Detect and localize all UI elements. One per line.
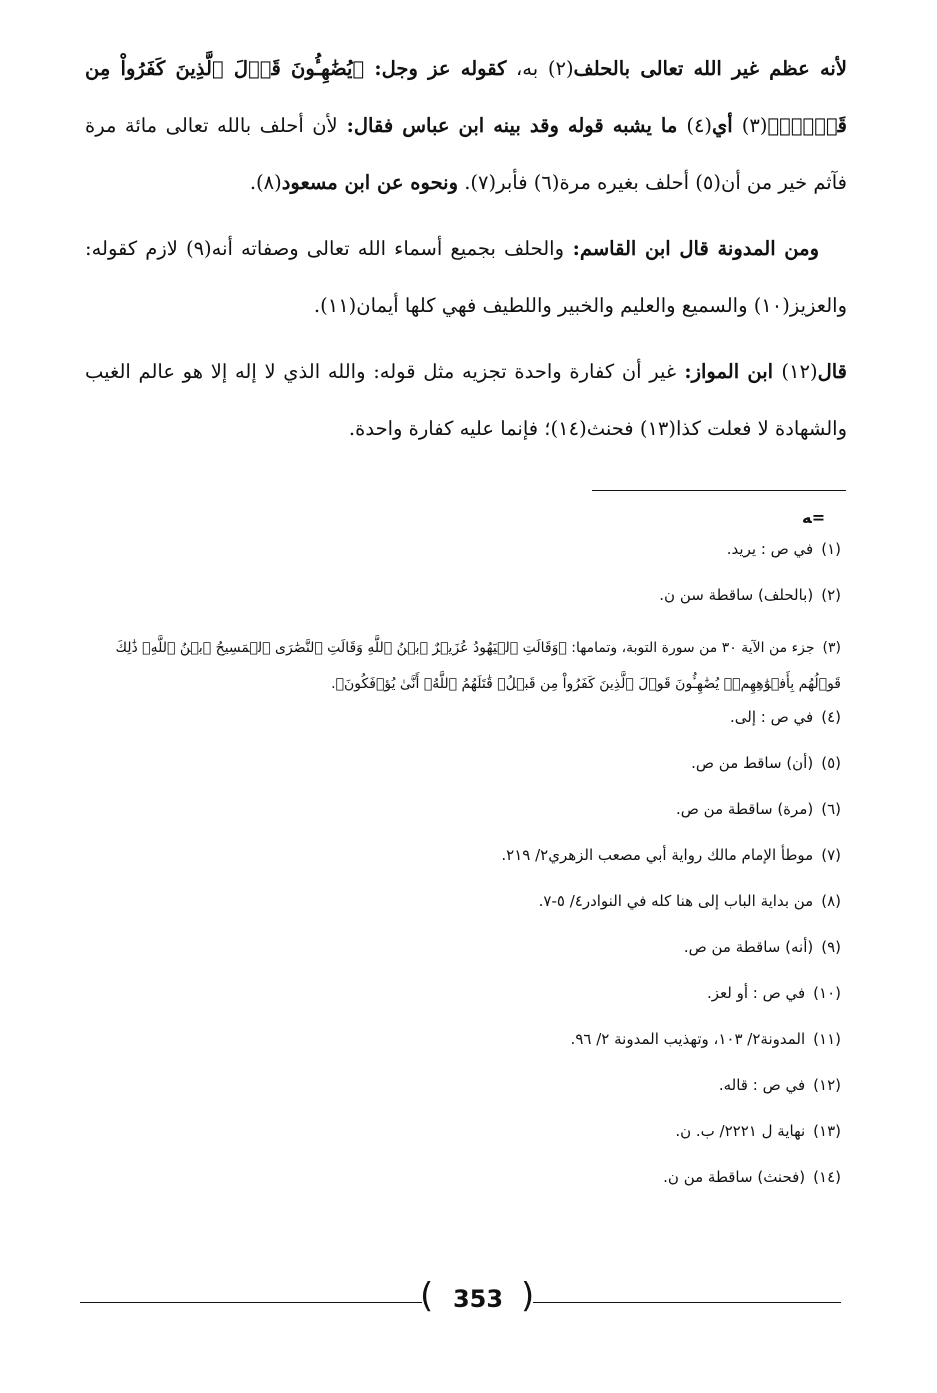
text-segment: ومن المدونة قال ابن القاسم:: [564, 237, 819, 260]
text-segment: (١٠): [753, 294, 790, 317]
footnote-text: (أنه) ساقطة من ص.: [683, 938, 814, 956]
footnote-separator-mark: ﻪ=: [802, 508, 826, 527]
footnote-item: [85, 584, 849, 606]
text-segment: ما يشبه قوله وقد بينه ابن عباس فقال:: [337, 114, 687, 137]
footnote-text: من بداية الباب إلى هنا كله في النوادر٤/ ٥-٧.: [538, 892, 814, 910]
footnote-text: في ص : أو لعز.: [706, 984, 806, 1002]
footnote-item: [85, 890, 849, 912]
footnote-number: (٤): [821, 708, 841, 726]
text-segment: .: [458, 171, 471, 194]
page-number-bracket-left: (: [420, 1276, 434, 1316]
text-segment: غير أن كفارة واحدة تجزيه مثل قوله: والله الذي لا إله إلا هو عالم الغيب والشهادة لا فعلت كذا: [85, 360, 847, 440]
paragraph-2: [85, 220, 847, 334]
footnote-item: [85, 752, 849, 774]
text-segment: فحنث: [586, 417, 640, 440]
footnote-item: [85, 1074, 849, 1096]
footer-rule-left: [80, 1302, 422, 1303]
footnote-text: جزء من الآية ٣٠ من سورة التوبة، وتمامها: ﴿وَقَالَتِ ٱلۡيَهُودُ عُزَيۡرٌ ٱبۡنُ ٱللَّهِ وَقَالَتِ ٱلنَّصَٰرَى ٱلۡمَسِيحُ ٱبۡنُ ٱللَّهِۖ ذَٰلِكَ قَوۡلُهُم بِأَفۡوَٰهِهِمۡۖ يُضَٰهِـُٔونَ قَوۡلَ ٱلَّذِينَ كَفَرُواْ مِن قَبۡلُۚ قَٰتَلَهُمُ ٱللَّهُۖ أَنَّىٰ يُؤۡفَكُونَ﴾.: [115, 640, 841, 692]
text-segment: (٧): [470, 171, 497, 194]
text-segment: (١٣): [639, 417, 676, 440]
paragraph-1: [85, 40, 847, 211]
text-segment: لأن أحلف بالله تعالى مائة مرة فآثم خير من أن: [85, 114, 847, 194]
footnote-number: (١٣): [813, 1122, 841, 1140]
footnote-text: (فحنث) ساقطة من ن.: [663, 1168, 806, 1186]
footnote-text: في ص : قاله.: [718, 1076, 806, 1094]
footnote-item: [85, 982, 849, 1004]
footnote-text: نهاية ل ٢٢٢١/ ب. ن.: [675, 1122, 806, 1140]
text-segment: (١٤): [550, 417, 587, 440]
text-segment: ونحوه عن ابن مسعود: [281, 171, 458, 194]
text-segment: والسميع والعليم والخبير واللطيف فهي كلها أيمان: [356, 294, 754, 317]
footnote-item: [85, 706, 849, 728]
text-segment: ؛ فإنما عليه كفارة واحدة.: [348, 417, 551, 440]
text-segment: كقوله عز وجل:: [364, 57, 507, 80]
text-segment: (٦): [533, 171, 560, 194]
text-segment: (١١): [320, 294, 357, 317]
page-number: 353: [452, 1285, 504, 1313]
text-segment: فأبر: [496, 171, 534, 194]
footnote-text: (بالحلف) ساقطة سن ن.: [659, 586, 814, 604]
footnote-number: (١١): [813, 1030, 841, 1048]
footnote-item: [85, 844, 849, 866]
main-text: [85, 40, 847, 466]
footnotes-list: [85, 538, 849, 1212]
text-segment: قال: [817, 360, 847, 383]
footnote-item: [85, 538, 849, 560]
footnote-item: [85, 798, 849, 820]
footnote-number: (١٠): [813, 984, 841, 1002]
page-number-bracket-right: ): [521, 1276, 535, 1316]
footer-rule-right: [533, 1302, 841, 1303]
footnote-text: (مرة) ساقطة من ص.: [676, 800, 814, 818]
text-segment: .: [249, 171, 257, 194]
footnote-number: (٨): [821, 892, 841, 910]
text-segment: أحلف بغيره مرة: [559, 171, 696, 194]
footnote-number: (١٢): [813, 1076, 841, 1094]
footnote-number: (٥): [821, 754, 841, 772]
text-segment: به،: [506, 57, 548, 80]
footnote-number: (٩): [821, 938, 841, 956]
footnote-item: [85, 1028, 849, 1050]
footnote-item: [85, 1166, 849, 1188]
text-segment: (٢): [547, 57, 574, 80]
text-segment: (٣): [741, 114, 768, 137]
text-segment: (٤): [686, 114, 713, 137]
text-segment: (١٢): [781, 360, 818, 383]
text-segment: أي: [712, 114, 742, 137]
text-segment: والحلف بجميع أسماء الله تعالى وصفاته أنه: [211, 237, 564, 260]
footnote-number: (٣): [822, 640, 841, 656]
footnote-number: (٧): [821, 846, 841, 864]
footnote-divider: [592, 490, 846, 491]
text-segment: (٨): [256, 171, 282, 194]
text-segment: ابن المواز:: [676, 360, 782, 383]
text-segment: (٥): [695, 171, 721, 194]
footnote-text: المدونة٢/ ١٠٣، وتهذيب المدونة ٢/ ٩٦.: [570, 1030, 806, 1048]
paragraph-3: [85, 343, 847, 457]
text-segment: لأنه عظم غير الله تعالى بالحلف: [573, 57, 847, 80]
text-segment: .: [313, 294, 321, 317]
footnote-number: (٦): [821, 800, 841, 818]
footnote-text: (أن) ساقط من ص.: [691, 754, 814, 772]
footnote-number: (١٤): [813, 1168, 841, 1186]
footnote-number: (٢): [821, 586, 841, 604]
footnote-number: (١): [821, 540, 841, 558]
footnote-item: [85, 630, 849, 702]
footnote-text: في ص : إلى.: [730, 708, 814, 726]
footnote-text: موطأ الإمام مالك رواية أبي مصعب الزهري٢/ ٢١٩.: [501, 846, 814, 864]
footnote-item: [85, 1120, 849, 1142]
footnote-item: [85, 936, 849, 958]
text-segment: (٩): [185, 237, 212, 260]
text-segment: ﴿يُضَٰهِـُٔونَ قَوۡلَ ٱلَّذِينَ كَفَرُواْ مِن قَبۡلُۚ﴾: [85, 57, 847, 137]
footnote-text: في ص : يريد.: [726, 540, 814, 558]
text-segment: لازم كقوله: والعزيز: [85, 237, 847, 317]
